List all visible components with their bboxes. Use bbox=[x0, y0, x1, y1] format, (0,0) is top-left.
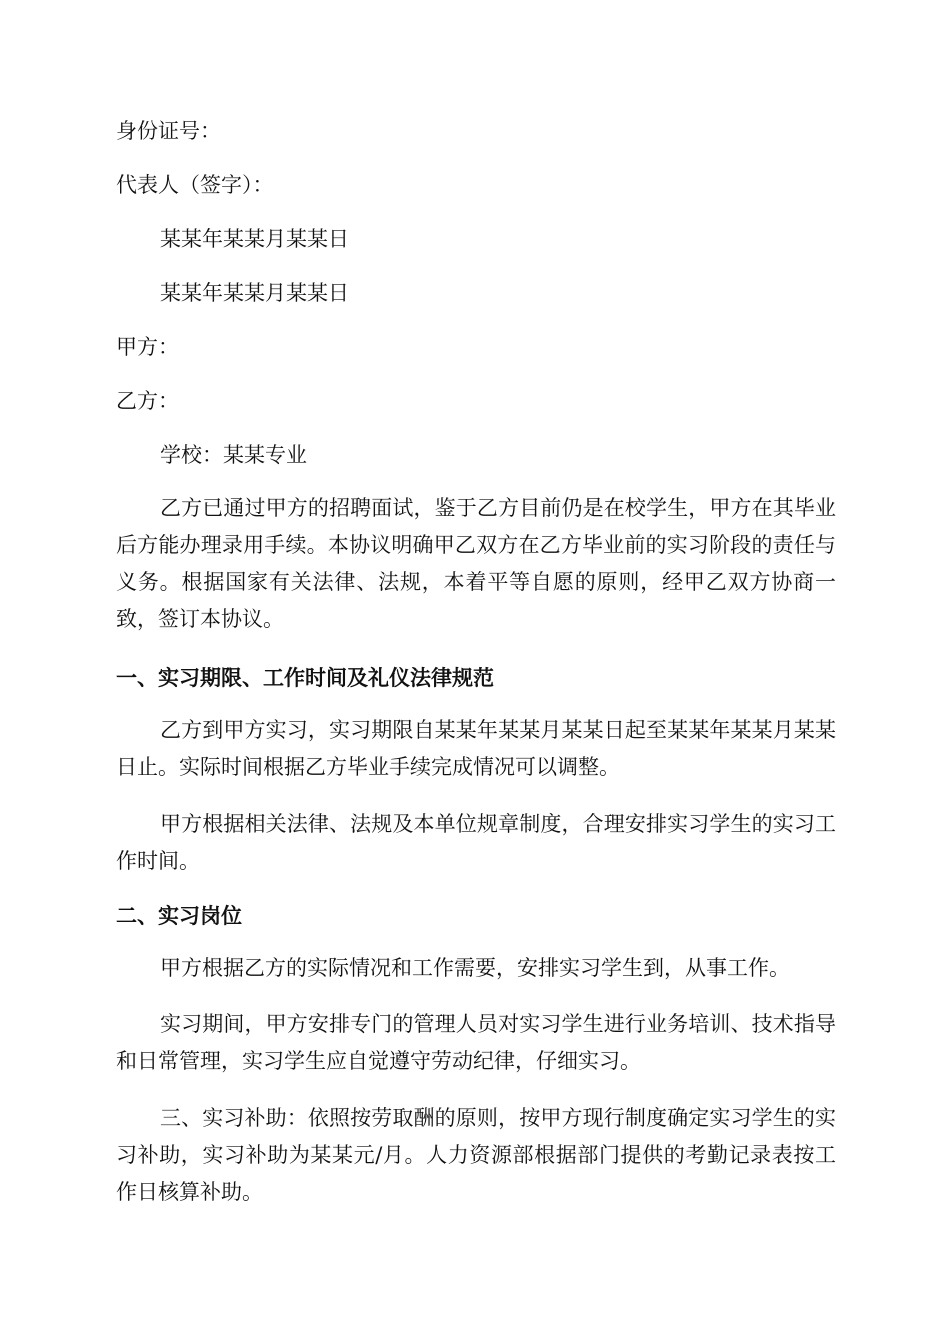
body-paragraph: 实习期间，甲方安排专门的管理人员对实习学生进行业务培训、技术指导和日常管理，实习学生应自觉遵守劳动纪律，仔细实习。 bbox=[116, 1012, 836, 1073]
date-line: 某某年某某月某某日 bbox=[160, 227, 349, 251]
section-heading: 二、实习岗位 bbox=[116, 903, 242, 928]
date-line: 某某年某某月某某日 bbox=[160, 281, 349, 305]
school-line: 学校：某某专业 bbox=[160, 443, 307, 467]
representative-signature-label: 代表人（签字）： bbox=[116, 173, 274, 197]
section-heading: 一、实习期限、工作时间及礼仪法律规范 bbox=[116, 665, 494, 690]
intro-paragraph: 乙方已通过甲方的招聘面试，鉴于乙方目前仍是在校学生，甲方在其毕业后方能办理录用手续。本协议明确甲乙双方在乙方毕业前的实习阶段的责任与义务。根据国家有关法律、法规，本着平等自愿的原则，经甲乙双方协商一致，签订本协议。 bbox=[116, 496, 836, 631]
id-number-label: 身份证号： bbox=[116, 119, 221, 143]
body-paragraph: 乙方到甲方实习，实习期限自某某年某某月某某日起至某某年某某月某某日止。实际时间根据乙方毕业手续完成情况可以调整。 bbox=[116, 718, 836, 779]
party-a-label: 甲方： bbox=[116, 335, 179, 359]
party-b-label: 乙方： bbox=[116, 389, 179, 413]
body-paragraph: 三、实习补助：依照按劳取酬的原则，按甲方现行制度确定实习学生的实习补助，实习补助为某某元/月。人力资源部根据部门提供的考勤记录表按工作日核算补助。 bbox=[116, 1106, 836, 1204]
body-paragraph: 甲方根据乙方的实际情况和工作需要，安排实习学生到，从事工作。 bbox=[160, 956, 790, 980]
body-paragraph: 甲方根据相关法律、法规及本单位规章制度，合理安排实习学生的实习工作时间。 bbox=[116, 812, 836, 873]
